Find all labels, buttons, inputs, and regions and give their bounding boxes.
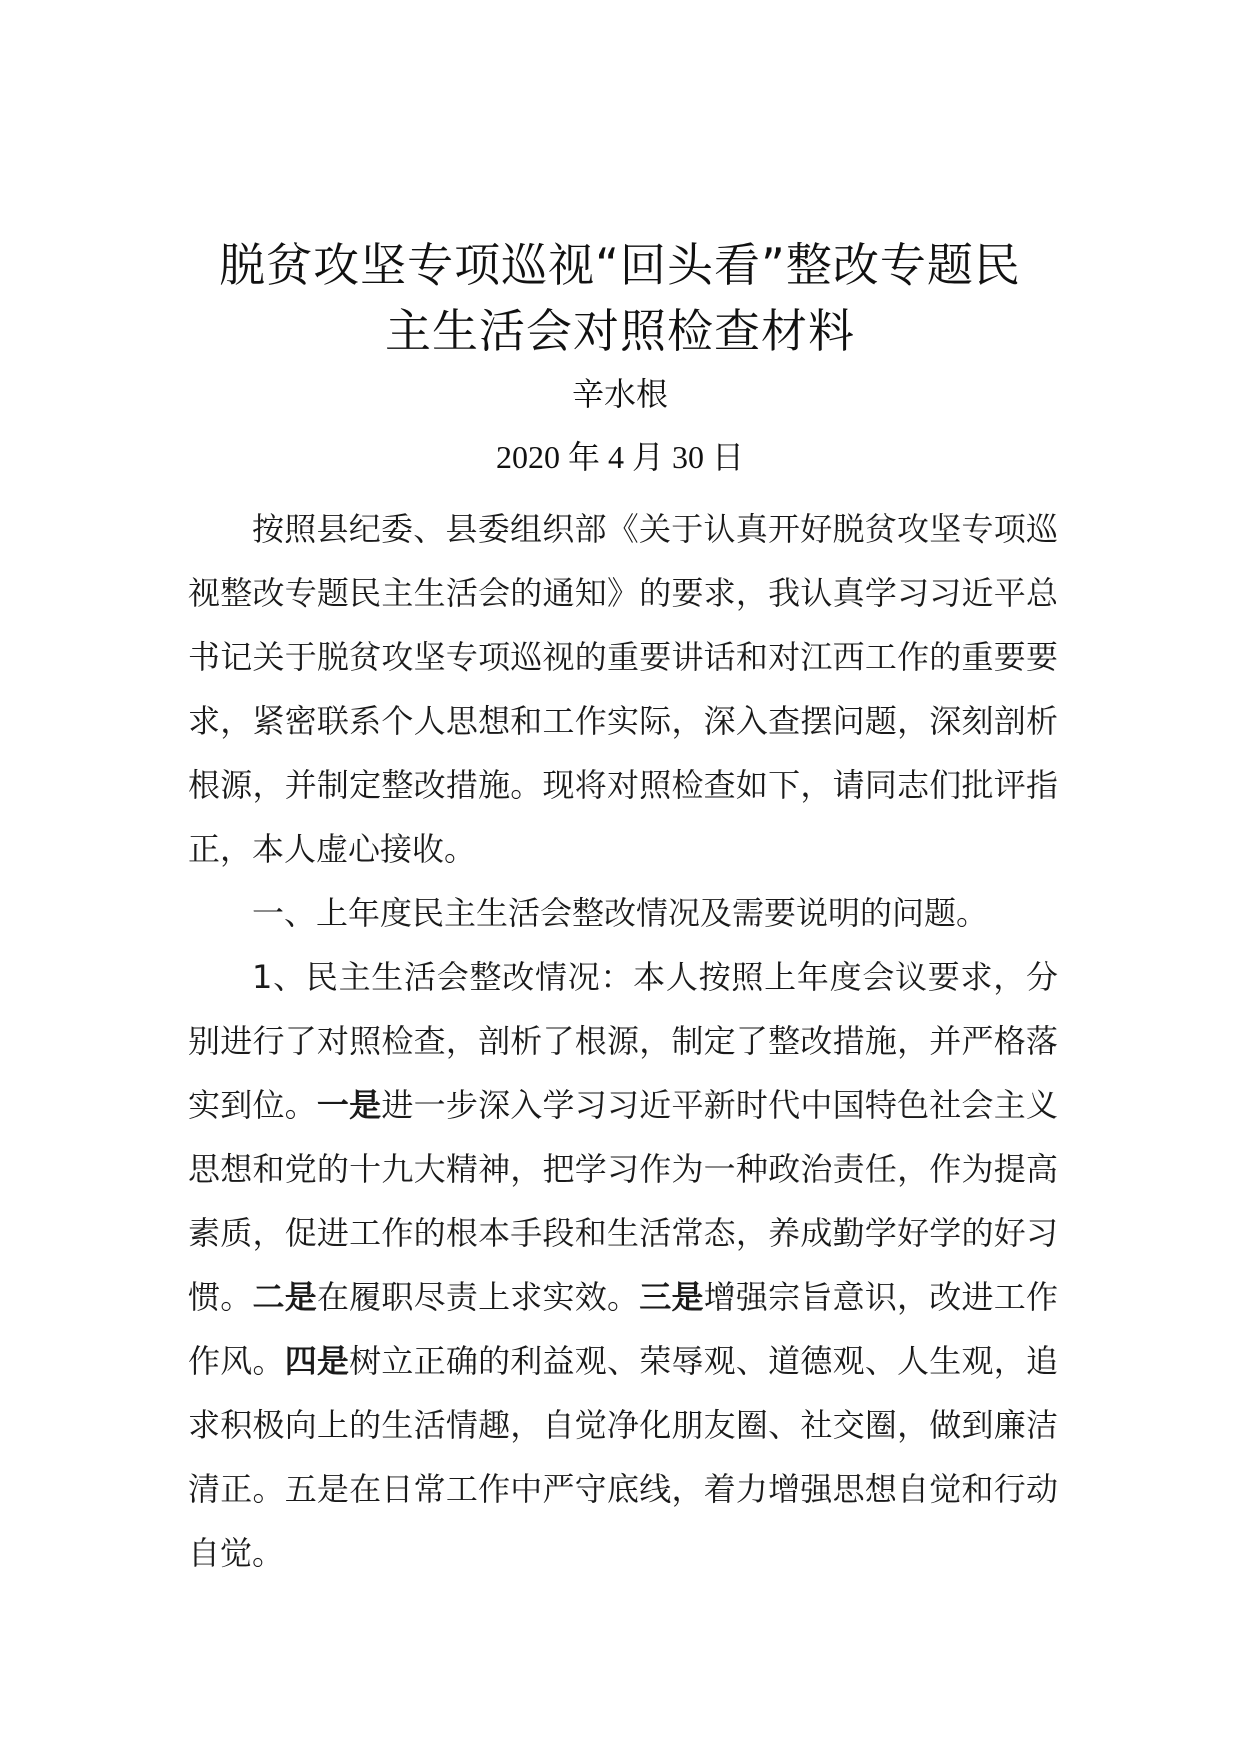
author-name: 辛水根 (571, 375, 668, 413)
point-4-text: 树立正确的利益观、荣辱观、道德观、人生观，追求积极向上的生活情趣，自觉净化朋友圈、社交圈，做到廉洁清正。五是在日常工作中严守底线，着力增强思想自觉和行动自觉。 (188, 1342, 1058, 1572)
point-1-label: 一是 (316, 1086, 382, 1124)
point-4-label: 四是 (284, 1342, 350, 1380)
intro-paragraph: 按照县纪委、县委组织部《关于认真开好脱贫攻坚专项巡视整改专题民主生活会的通知》的要求，我认真学习习近平总书记关于脱贫攻坚专项巡视的重要讲话和对江西工作的重要要求，紧密联系个人思想和工作实际，深入查摆问题，深刻剖析根源，并制定整改措施。现将对照检查如下，请同志们批评指正，本人虚心接收。 (188, 510, 1058, 868)
point-3-text: 增强宗旨意识，改进工作作风。 (188, 1278, 1058, 1380)
point-2-label: 二是 (252, 1278, 317, 1316)
point-2-text: 在履职尽责上求实效。 (316, 1278, 640, 1316)
title-line-1: 脱贫攻坚专项巡视“回头看”整改专题民 (219, 238, 1021, 292)
document-title (150, 232, 1090, 364)
section-heading: 一、上年度民主生活会整改情况及需要说明的问题。 (252, 894, 989, 932)
point-3-label: 三是 (639, 1278, 704, 1316)
rectification-paragraph (188, 945, 1058, 1585)
title-line-2: 主生活会对照检查材料 (385, 304, 855, 358)
document-body (188, 497, 1058, 1585)
point-1-text: 进一步深入学习习近平新时代中国特色社会主义思想和党的十九大精神，把学习作为一种政治责任，作为提高素质，促进工作的根本手段和生活常态，养成勤学好学的好习惯。 (188, 1086, 1058, 1316)
rectification-lead: 1、民主生活会整改情况：本人按照上年度会议要求，分别进行了对照检查，剖析了根源，制定了整改措施，并严格落实到位。 (188, 958, 1058, 1124)
document-date: 2020 年 4 月 30 日 (495, 439, 744, 475)
